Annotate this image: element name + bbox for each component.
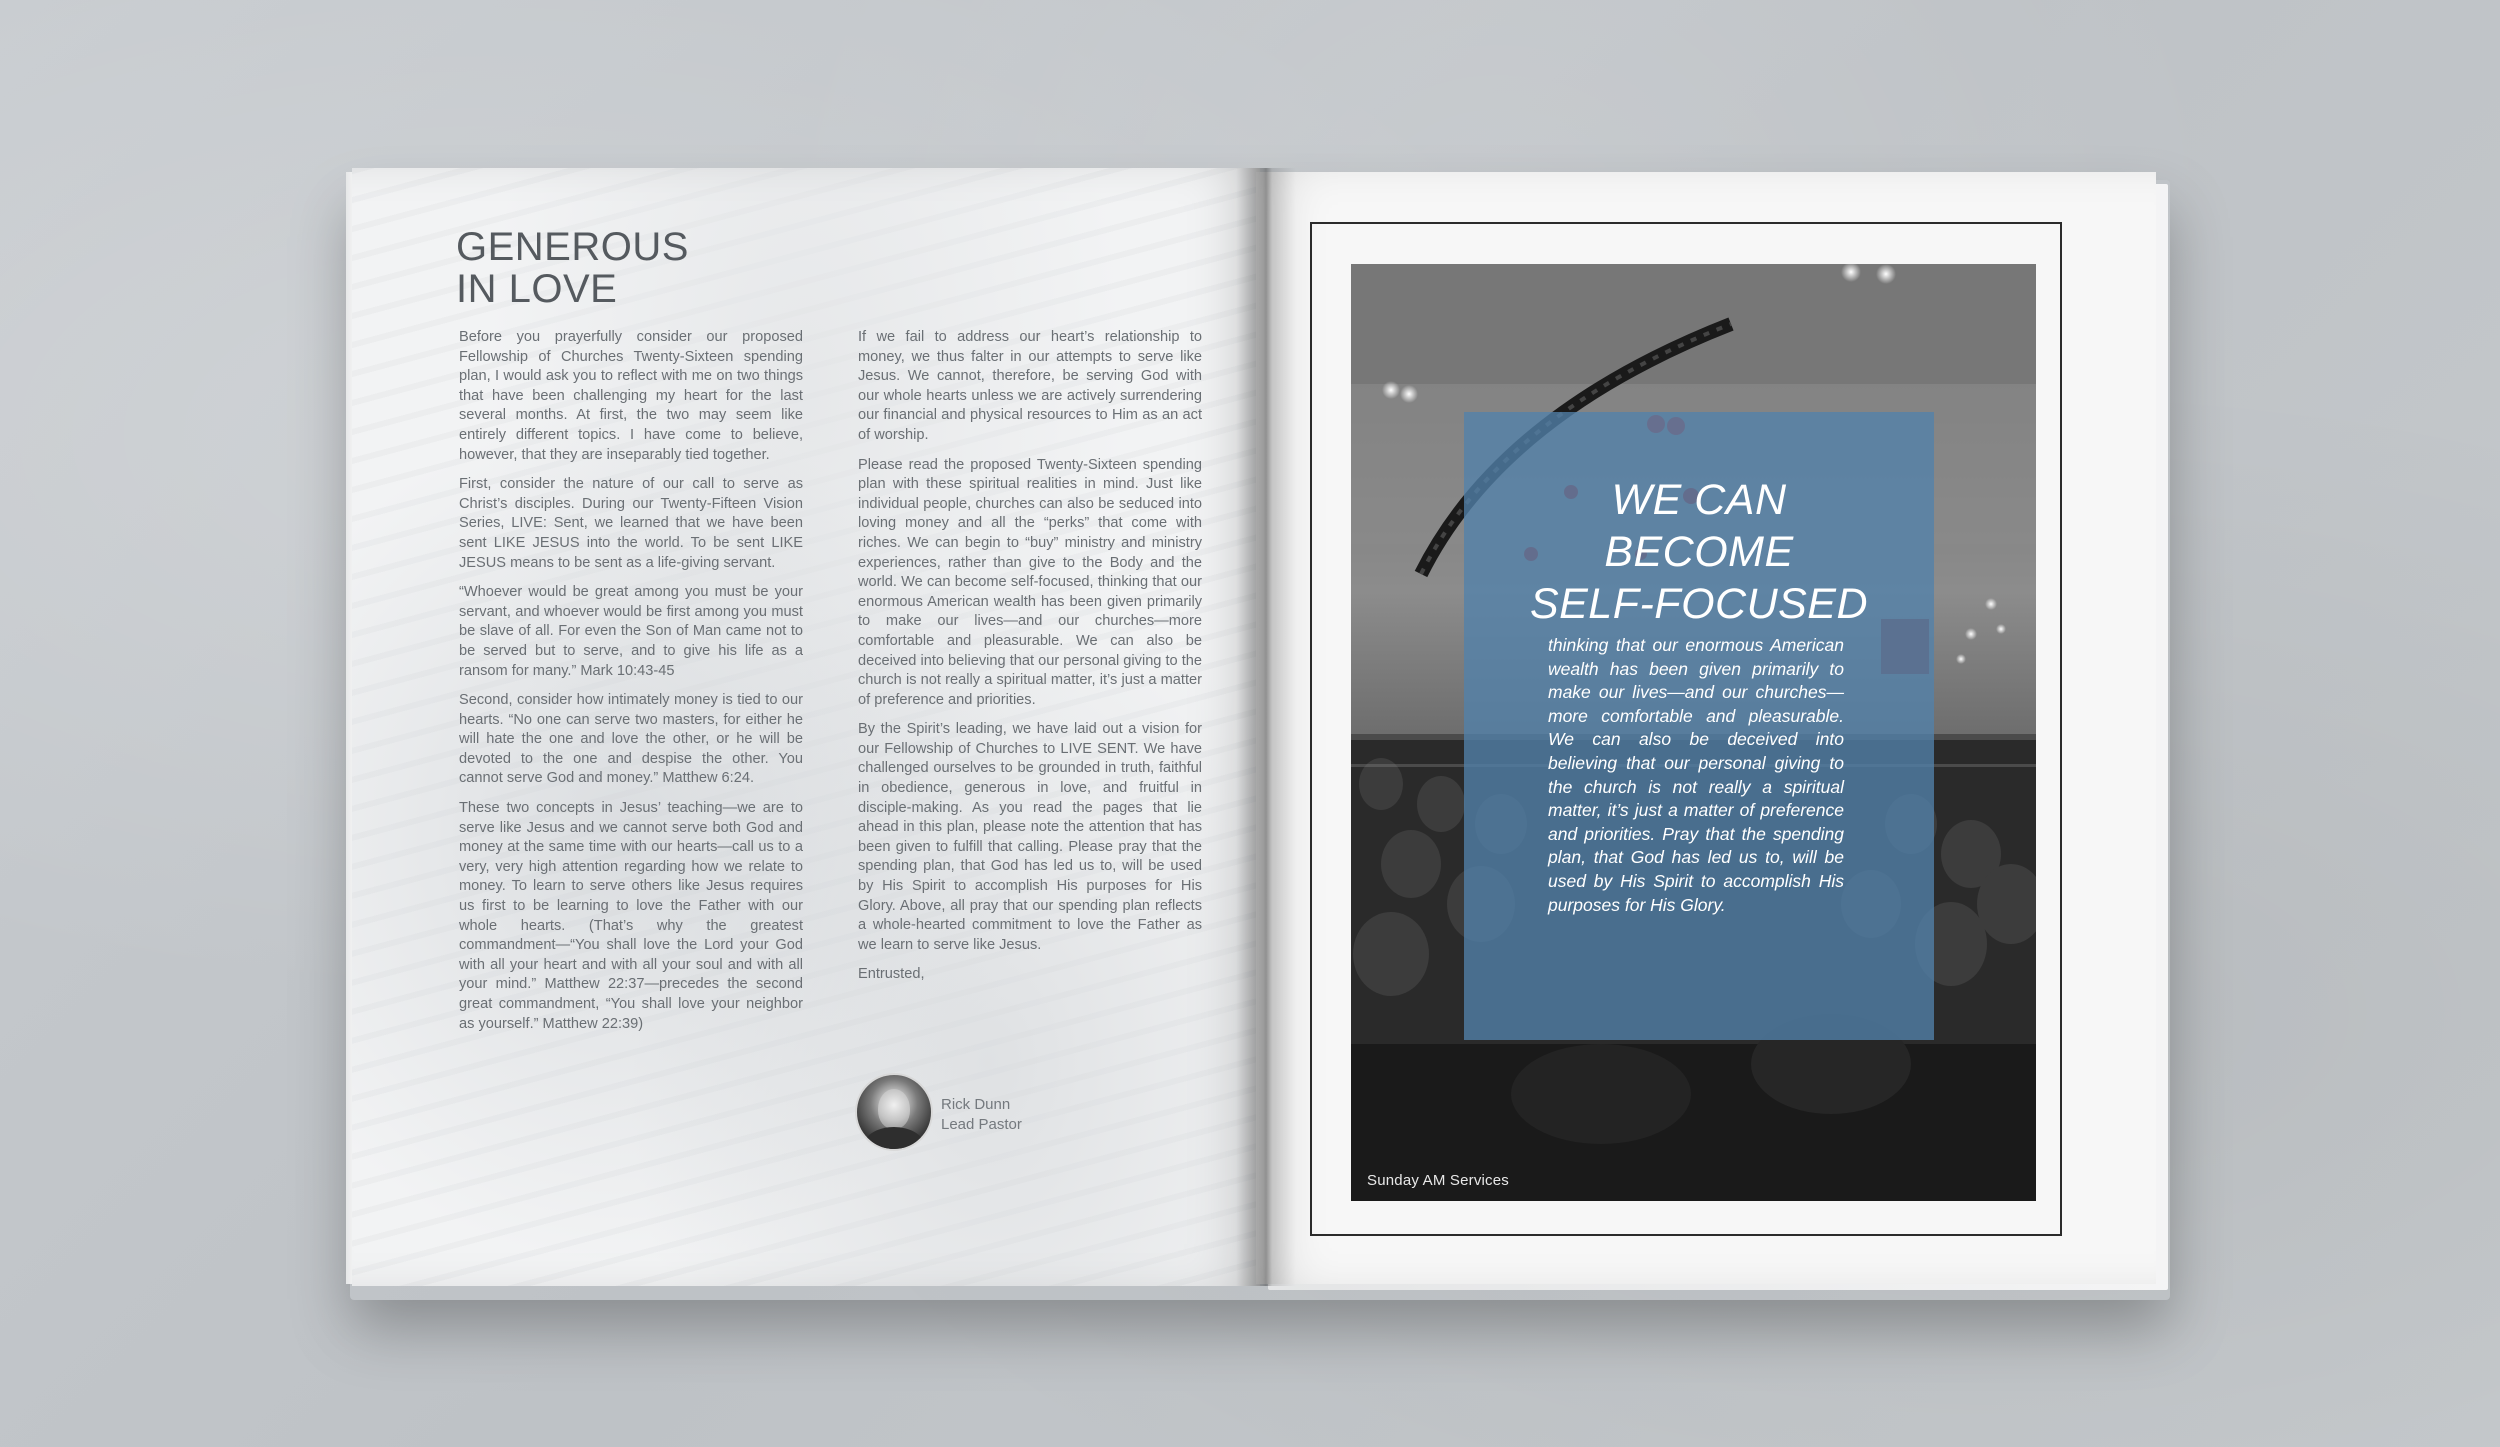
signer-name: Rick Dunn — [941, 1096, 1011, 1113]
church-service-photo — [1351, 264, 2036, 1201]
overlay-title — [1464, 474, 1934, 630]
overlay-title-line-1: WE CAN — [1611, 476, 1787, 524]
paragraph: Please read the proposed Twenty-Sixteen spending plan with these spiritual realities in mind. Just like individual people, churches can also be seduced into loving money and all the “perks” that come with riches. We can begin to “buy” ministry and ministry experiences, rather than give to the Body and the world. We can become self-focused, thinking that our enormous American wealth has been given primarily to make our lives—and our churches—more comfortable and pleasurable. We can also be deceived into believing that our personal giving to the church is not really a spiritual matter, it’s just a matter of preference and priorities. — [858, 456, 1202, 708]
overlay-title-line-2: BECOME — [1604, 528, 1794, 576]
right-page — [1256, 172, 2156, 1284]
overlay-body-text: thinking that our enormous American wealth has been given primarily to make our lives—and our churches—more comfortable and pleasurable. We can also be deceived into believing that our personal giving to the church is not really a spiritual matter, it’s just a matter of preference and priorities. Pray that the spending plan, that God has led us to, will be used by His Spirit to accomplish His purposes for His Glory. — [1548, 635, 1844, 915]
text-column-left — [459, 328, 803, 1044]
page-headline — [456, 226, 856, 310]
signer-title: Lead Pastor — [941, 1116, 1022, 1133]
paragraph: First, consider the nature of our call to serve as Christ’s disciples. During our Twenty-Fifteen Vision Series, LIVE: Sent, we learned that we have been sent LIKE JESUS into the world. To be sent LIKE JESUS means to be sent as a life-giving servant. — [459, 476, 803, 571]
avatar-shoulders — [863, 1127, 925, 1151]
headline-line-2: IN LOVE — [456, 267, 618, 311]
overlay-title-line-3: SELF-FOCUSED — [1529, 580, 1869, 628]
paragraph: Second, consider how intimately money is tied to our hearts. “No one can serve two masters, for either he will hate the one and love the other, or he will be devoted to the one and despise the other. You cannot serve God and money.” Matthew 6:24. — [459, 692, 803, 787]
paragraph: By the Spirit’s leading, we have laid out a vision for our Fellowship of Churches to LIVE SENT. We have challenged ourselves to be grounded in truth, faithful in obedience, generous in love, and fruitful in disciple-making. As you read the pages that lie ahead in this plan, please note the attention that has been given to fulfill that calling. Please pray that the spending plan, that God has led us to, will be used by His Spirit to accomplish His purposes for His Glory. Above, all pray that our spending plan reflects a whole-hearted commitment to love the Father as we learn to serve like Jesus. — [858, 721, 1202, 953]
paragraph: If we fail to address our heart’s relationship to money, we thus falter in our attempts to serve like Jesus. We cannot, therefore, be serving God with our whole hearts unless we are actively surrendering our financial and physical resources to Him as an act of worship. — [858, 329, 1202, 443]
signature-block — [855, 1073, 1155, 1153]
paragraph: These two concepts in Jesus’ teaching—we are to serve like Jesus and we cannot serve both God and money at the same time with our hearts—call us to a very, very high attention regarding how we relate to money. To learn to serve others like Jesus requires us first to be learning to love the Father with our whole hearts. (That’s why the greatest commandment—“You shall love the Lord your God with all your heart and with all your soul and with all your mind.” Matthew 22:37—precedes the second great commandment, “You shall love your neighbor as yourself.” Matthew 22:39) — [459, 800, 803, 1032]
photo-caption: Sunday AM Services — [1367, 1172, 1509, 1189]
text-column-right — [858, 328, 1202, 995]
scripture-quote: “Whoever would be great among you must be your servant, and whoever would be first among you must be slave of all. For even the Son of Man came not to be served but to serve, and to give his life as a ransom for many.” Mark 10:43-45 — [459, 584, 803, 679]
paragraph: Before you prayerfully consider our proposed Fellowship of Churches Twenty-Sixteen spending plan, I would ask you to reflect with me on two things that have been challenging my heart for the last several months. At first, the two may seem like entirely different topics. I have come to believe, however, that they are inseparably tied together. — [459, 329, 803, 463]
avatar-face — [878, 1089, 910, 1129]
left-page — [352, 168, 1260, 1286]
avatar — [855, 1073, 933, 1151]
blue-text-overlay — [1464, 412, 1934, 1040]
closing: Entrusted, — [858, 966, 925, 983]
headline-line-1: GENEROUS — [456, 225, 689, 269]
